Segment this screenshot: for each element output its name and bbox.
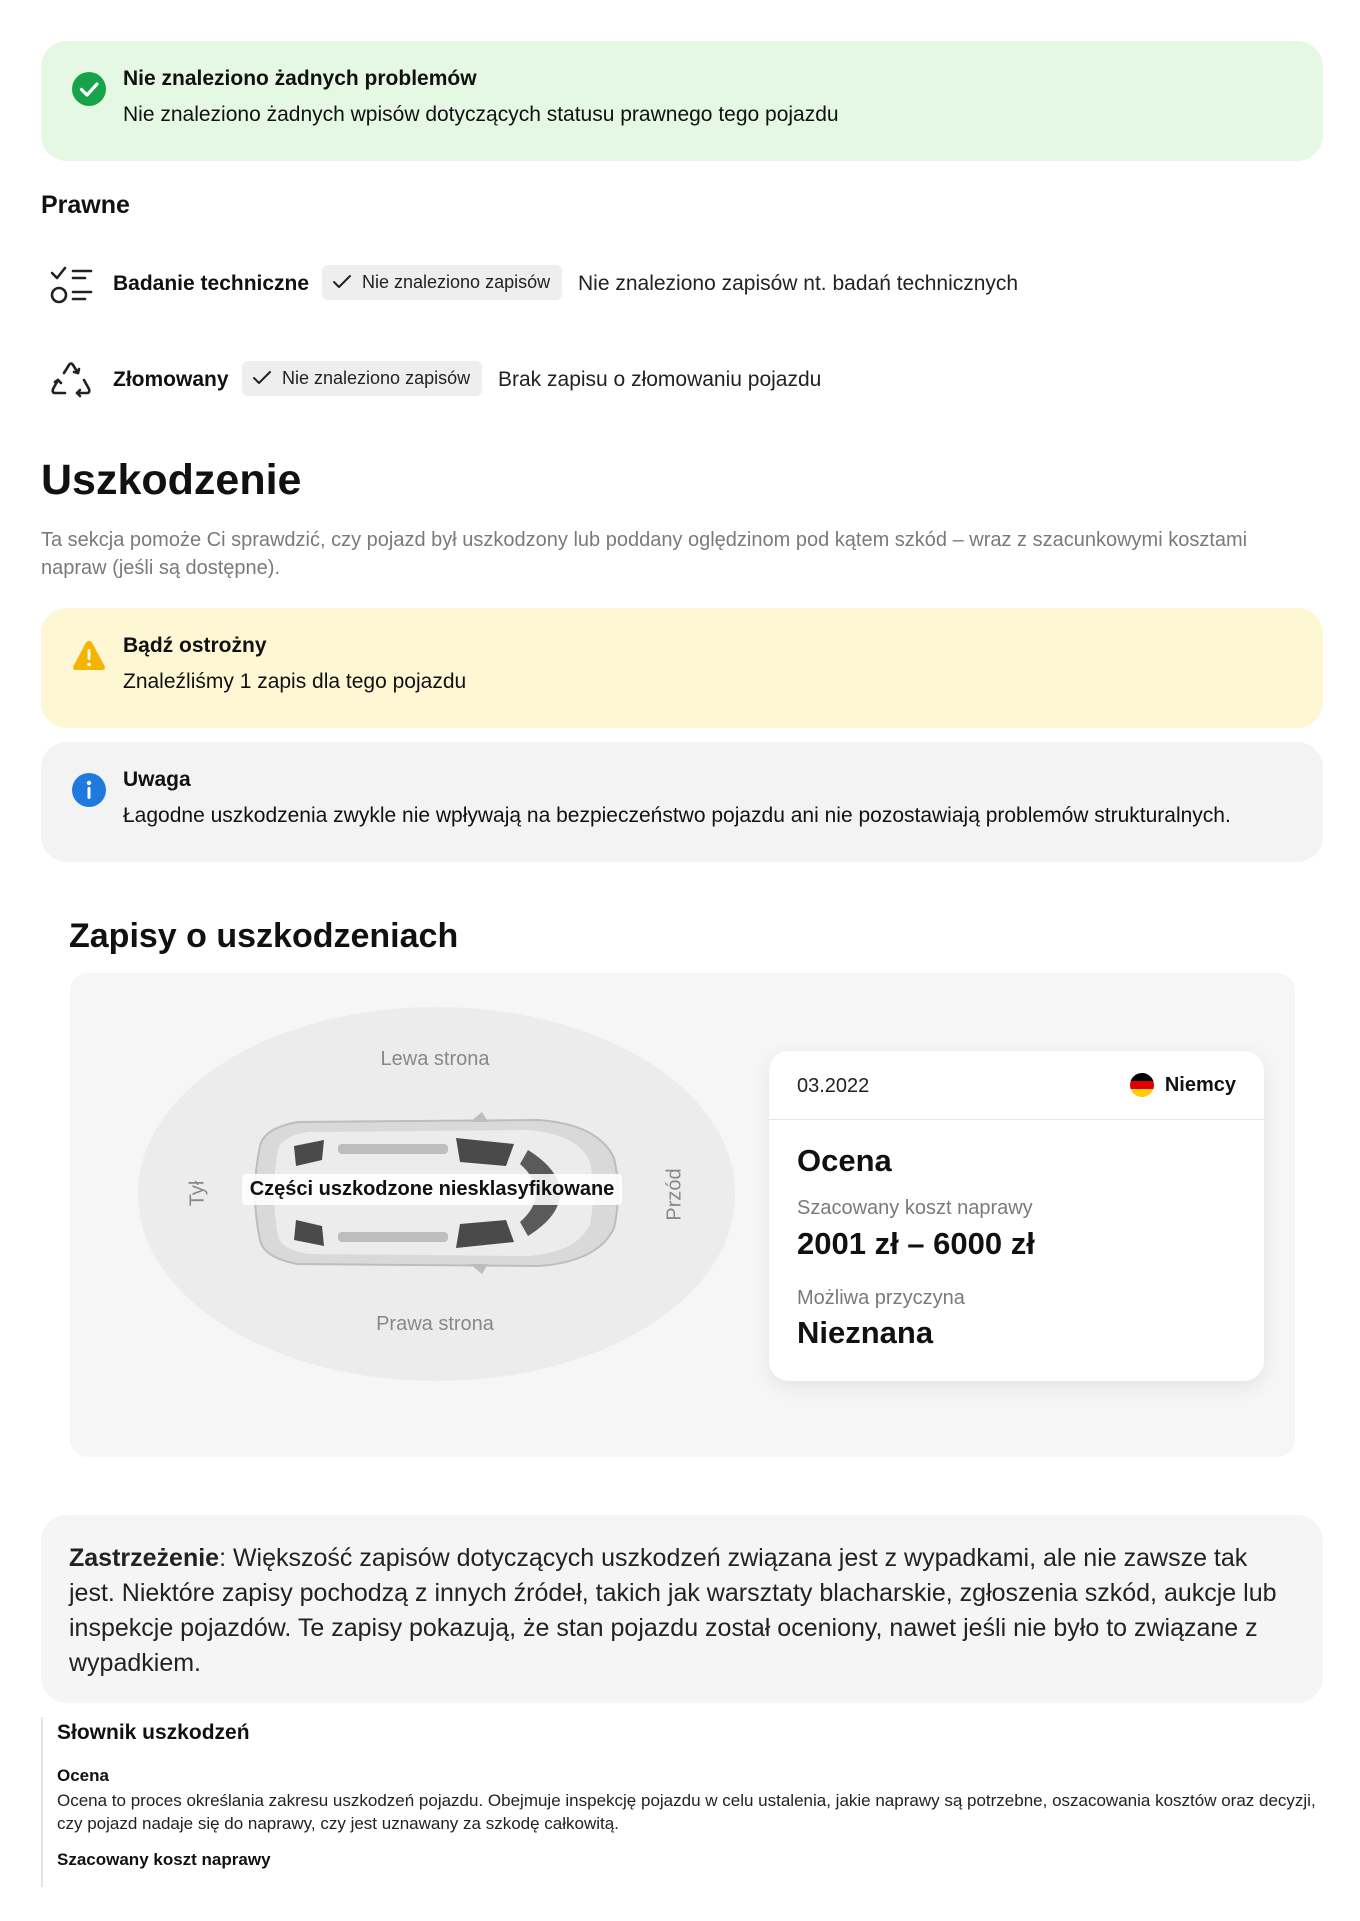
records-heading: Zapisy o uszkodzeniach	[69, 917, 459, 955]
legal-row-badge-text: Nie znaleziono zapisów	[362, 272, 551, 292]
warning-alert	[41, 608, 1323, 728]
record-cause-value: Nieznana	[797, 1315, 934, 1350]
legal-row-badge-text: Nie znaleziono zapisów	[282, 368, 471, 388]
glossary-definition-assessment: Ocena to proces określania zakresu uszkodzeń pojazdu. Obejmuje inspekcję pojazdu w celu ustalenia, jakie naprawy są potrzebne, oszacowania kosztów oraz decyzji, czy pojazd nadaje się do naprawy, czy jest uznawany za szkodę całkowitą.	[57, 1791, 1316, 1833]
record-cost-label: Szacowany koszt naprawy	[797, 1197, 1033, 1219]
diagram-left-side-label: Lewa strona	[380, 1048, 490, 1070]
glossary-border	[41, 1717, 43, 1887]
record-divider	[769, 1119, 1264, 1120]
check-circle-icon	[72, 72, 106, 106]
diagram-right-side-label: Prawa strona	[376, 1313, 494, 1335]
glossary-heading: Słownik uszkodzeń	[57, 1721, 250, 1744]
check-icon	[252, 369, 272, 387]
status-alert-title: Nie znaleziono żadnych problemów	[123, 67, 477, 90]
disclaimer-box	[41, 1515, 1323, 1703]
record-date: 03.2022	[797, 1075, 870, 1097]
warning-icon	[72, 639, 106, 673]
germany-flag-icon	[1130, 1073, 1154, 1097]
diagram-damage-label: Części uszkodzone niesklasyfikowane	[242, 1174, 622, 1205]
status-alert-text: Nie znaleziono żadnych wpisów dotyczących statusu prawnego tego pojazdu	[123, 103, 839, 126]
legal-row-title-scrapped: Złomowany	[113, 368, 229, 391]
record-country	[1130, 1073, 1236, 1099]
disclaimer-label: Zastrzeżenie	[69, 1544, 220, 1572]
info-icon	[72, 773, 106, 807]
record-country-name: Niemcy	[1164, 1073, 1236, 1096]
check-icon	[332, 273, 352, 291]
damage-heading: Uszkodzenie	[41, 456, 302, 504]
warning-alert-title: Bądź ostrożny	[123, 634, 267, 657]
damage-intro: Ta sekcja pomoże Ci sprawdzić, czy pojazd był uszkodzony lub poddany oględzinom pod kątem szkód – wraz z szacunkowymi kosztami napraw (jeśli są dostępne).	[41, 529, 1248, 579]
recycle-icon	[47, 358, 95, 406]
glossary-term-repair-cost: Szacowany koszt naprawy	[57, 1850, 271, 1869]
diagram-rear-label: Tył	[186, 1180, 209, 1207]
status-alert	[41, 41, 1323, 161]
legal-row-title-inspection: Badanie techniczne	[113, 272, 310, 295]
note-alert-text: Łagodne uszkodzenia zwykle nie wpływają na bezpieczeństwo pojazdu ani nie pozostawiają problemów strukturalnych.	[123, 804, 1231, 827]
record-cause-label: Możliwa przyczyna	[797, 1287, 965, 1309]
legal-row-badge-inspection	[322, 265, 562, 300]
legal-heading: Prawne	[41, 191, 130, 219]
legal-row-badge-scrapped	[242, 361, 482, 396]
record-cost-value: 2001 zł – 6000 zł	[797, 1226, 1035, 1261]
glossary-term-assessment: Ocena	[57, 1766, 109, 1785]
damage-record-card	[769, 1051, 1264, 1381]
legal-row-desc-scrapped: Brak zapisu o złomowaniu pojazdu	[498, 368, 822, 391]
warning-alert-text: Znaleźliśmy 1 zapis dla tego pojazdu	[123, 670, 467, 693]
note-alert-title: Uwaga	[123, 768, 191, 791]
note-alert	[41, 742, 1323, 862]
diagram-front-label: Przód	[663, 1168, 686, 1221]
record-type: Ocena	[797, 1143, 892, 1178]
checklist-icon	[50, 264, 94, 308]
legal-row-desc-inspection: Nie znaleziono zapisów nt. badań technicznych	[578, 272, 1019, 295]
disclaimer-text: : Większość zapisów dotyczących uszkodzeń związana jest z wypadkami, ale nie zawsze tak jest. Niektóre zapisy pochodzą z innych źródeł, takich jak warsztaty blacharskie, zgłoszenia szkód, aukcje lub inspekcje pojazdów. Te zapisy pokazują, że stan pojazdu został oceniony, nawet jeśli nie było to związane z wypadkiem.	[69, 1544, 1277, 1677]
